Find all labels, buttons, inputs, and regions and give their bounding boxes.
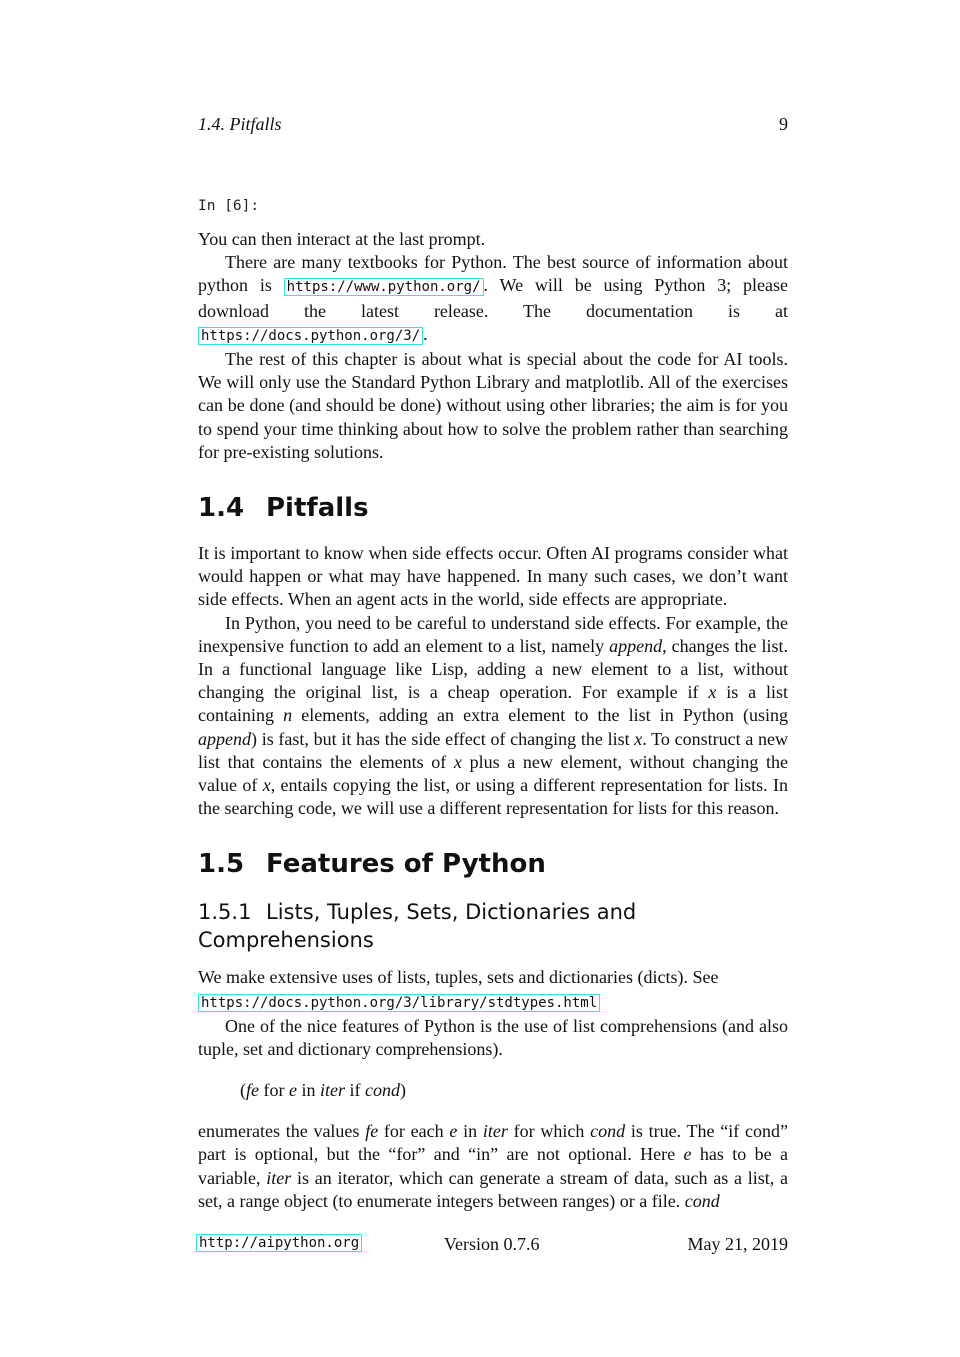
- stdtypes-link[interactable]: https://docs.python.org/3/library/stdtypes.html: [198, 994, 600, 1012]
- text-run: is an iterator, which can generate a stream of data, such as a list, a set, a range object (to enumerate integers between ranges) or a file.: [198, 1167, 788, 1211]
- features-paragraph-2: One of the nice features of Python is the use of list comprehensions (and also tuple, set and dictionary comprehensions).: [198, 1015, 788, 1060]
- math-var: e: [683, 1144, 692, 1165]
- footer-date: May 21, 2019: [687, 1234, 788, 1254]
- features-paragraph-3: [198, 1120, 788, 1213]
- code-prompt: In [6]:: [198, 198, 260, 214]
- keyword: for: [259, 1080, 289, 1101]
- intro-paragraph-3: The rest of this chapter is about what is special about the code for AI tools. We will only use the Standard Python Library and matplotlib. All of the exercises can be done (and should be done) without using other libraries; the aim is for you to spend your time thinking about how to solve the problem rather than searching for pre-existing solutions.: [198, 349, 788, 462]
- section-number: 1.5: [198, 849, 245, 880]
- math-var: x: [634, 728, 643, 749]
- features-paragraph-1: [198, 966, 788, 1014]
- comprehension-formula: [240, 1079, 788, 1102]
- code-term: append: [609, 635, 663, 656]
- text-run: , entails copying the list, or using a different representation for lists. In the searching code, we will use a different representation for lists for this reason.: [198, 775, 788, 819]
- text-run: for which: [507, 1121, 591, 1142]
- main-content: [198, 196, 788, 1213]
- running-header: [198, 114, 788, 138]
- text-run: In Python, you need to be careful to understand side effects. For example, the inexpensive function to add an element to a list, namely: [198, 612, 788, 656]
- footer-link[interactable]: http://aipython.org: [196, 1234, 362, 1252]
- math-var: fe: [365, 1121, 379, 1142]
- text-run: is true. The “if cond” part is optional, but the “for” and “in” are not optional. Here: [198, 1121, 788, 1165]
- section-heading-pitfalls: [198, 492, 788, 524]
- pitfalls-paragraph-2: [198, 612, 788, 821]
- paren: ): [400, 1080, 407, 1101]
- math-var: cond: [684, 1190, 720, 1211]
- subsection-title: Lists, Tuples, Sets, Dictionaries and Comprehensions: [198, 900, 637, 953]
- text-run: We make extensive uses of lists, tuples, sets and dictionaries (dicts). See: [198, 967, 719, 988]
- keyword: in: [297, 1080, 321, 1101]
- math-var: n: [283, 705, 293, 726]
- text-run: for each: [378, 1121, 450, 1142]
- running-title: 1.4. Pitfalls: [198, 114, 282, 134]
- text-run: enumerates the values: [198, 1121, 366, 1142]
- math-var: x: [708, 682, 717, 703]
- math-var: x: [262, 775, 271, 796]
- text-run: . To construct a new list that contains the elements of: [198, 728, 789, 772]
- math-var: iter: [266, 1167, 292, 1188]
- text-run: plus a new element, without changing the value of: [198, 751, 788, 796]
- subsection-heading: [198, 898, 788, 954]
- section-title: Features of Python: [266, 849, 546, 880]
- intro-paragraph-2: [198, 251, 788, 348]
- footer-version: Version 0.7.6: [444, 1234, 540, 1254]
- paren: (: [240, 1080, 246, 1101]
- text-run: There are many textbooks for Python. The best source of information about python is: [198, 252, 788, 296]
- page-number: 9: [779, 114, 788, 134]
- python-org-link[interactable]: https://www.python.org/: [284, 278, 484, 296]
- text-run: . We will be using Python 3; please download the latest release. The documentation is at: [198, 275, 788, 321]
- text-run: .: [423, 323, 428, 344]
- math-var: cond: [590, 1121, 626, 1142]
- page-footer: [196, 1234, 788, 1260]
- subsection-number: 1.5.1: [198, 900, 252, 925]
- text-run: in: [457, 1121, 483, 1142]
- math-var: iter: [482, 1121, 508, 1142]
- math-var: e: [289, 1080, 297, 1101]
- text-run: , changes the list. In a functional language like Lisp, adding a new element to a list, without changing the original list, is a cheap operation. For example if: [198, 635, 788, 703]
- intro-paragraph-1: You can then interact at the last prompt.: [198, 229, 486, 249]
- math-var: x: [453, 751, 462, 772]
- math-var: iter: [320, 1080, 346, 1101]
- code-term: append: [198, 728, 251, 749]
- text-run: has to be a variable,: [198, 1144, 788, 1188]
- math-var: cond: [365, 1080, 401, 1101]
- text-run: ) is fast, but it has the side effect of changing the list: [251, 728, 635, 749]
- section-heading-features: [198, 848, 788, 880]
- math-var: e: [449, 1121, 458, 1142]
- pitfalls-paragraph-1: It is important to know when side effects occur. Often AI programs consider what would happen or what may have happened. In many such cases, we don’t want side effects. When an agent acts in the world, side effects are appropriate.: [198, 543, 788, 610]
- section-title: Pitfalls: [266, 493, 369, 524]
- math-var: fe: [246, 1080, 259, 1101]
- text-run: elements, adding an extra element to the list in Python (using: [292, 705, 788, 726]
- python-docs-link[interactable]: https://docs.python.org/3/: [198, 327, 423, 345]
- section-number: 1.4: [198, 493, 245, 524]
- text-run: is a list containing: [198, 682, 788, 726]
- keyword: if: [345, 1080, 366, 1101]
